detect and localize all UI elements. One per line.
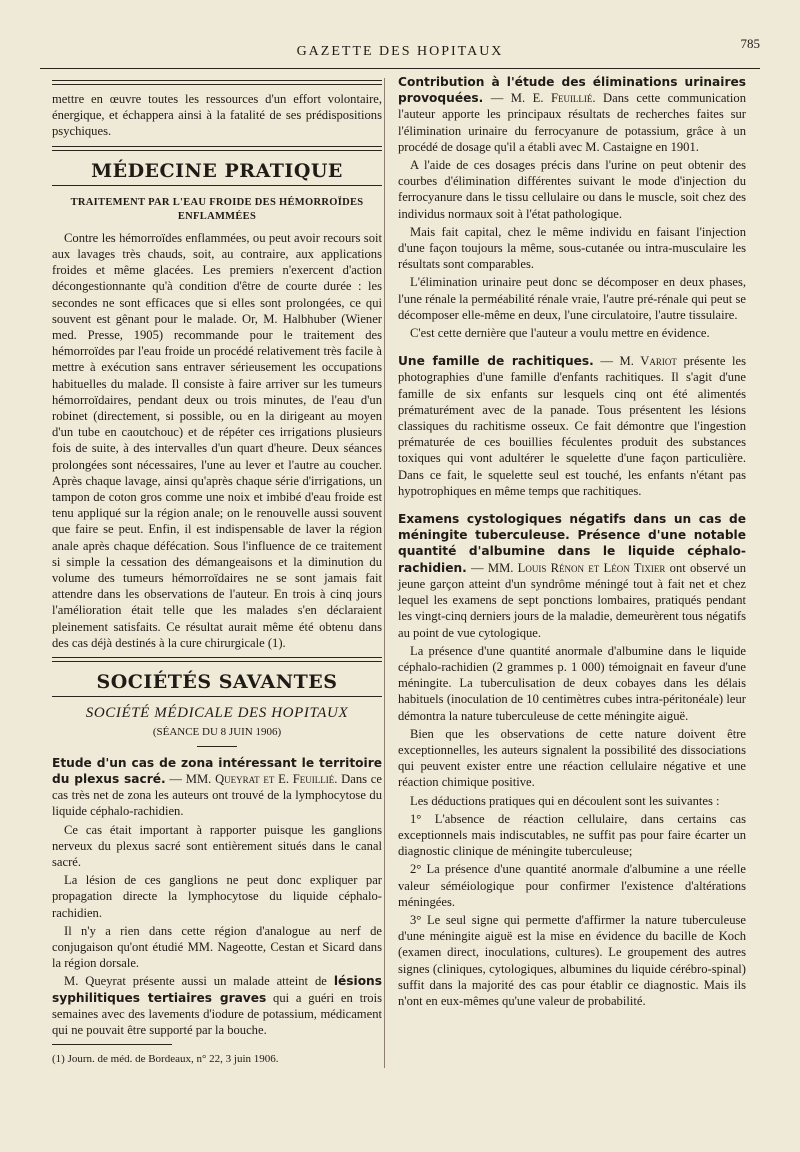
right-column bbox=[398, 74, 746, 1011]
article-paragraph: Contre les hémorroïdes enflammées, ou peut avoir recours soit aux lavages très chauds, soit, au contraire, aux applications froides et même glacées. Les premiers n'exercent d'action décongestionnante qu'à condition d'être de courte durée : les secondes ne sont efficaces que si elles sont prolongées, ce qui souvent est gênant pour le malade. Or, M. Halbhuber (Wiener med. Presse, 1905) recommande pour le traitement des hémorroïdes par l'eau froide un procédé relativement très facile à mettre à exécution sans entraver sérieusement les occupations habituelles du malade. Il consiste à faire arriver sur les tumeurs hémorroïdaires, pendant deux ou trois minutes, de l'eau d'un robinet (directement, si possible, ou en la dirigeant au moyen d'un tube en caoutchouc) et de répéter ces irrigations plusieurs fois de suite, à des intervalles d'un quart d'heure. Deux séances prolongées sont nécessaires, l'une au lever et l'autre au coucher. Après chaque lavage, ainsi qu'après chaque série d'irrigations, un tampon de coton gros comme une noix et imbibé d'eau froide est tenu appliqué sur la région anale; on le renouvelle aussi souvent que faire se peut. Enfin, il est indispensable de laver la région anale après chaque défécation. Sous l'influence de ce traitement si simple la cessation des démangeaisons et la diminution du volume des tumeurs hémorroïdaires ne se sont jamais fait attendre dans les observations de l'auteur. En trois à cinq jours l'amélioration était telle que les malades s'en déclaraient pleinement satisfaits. Ce résultat aurait même été obtenu dans des cas déjà destinés à la cure chirurgicale (1). bbox=[52, 230, 382, 650]
article-title: Contribution à l'étude des éliminations urinaires provoquées. bbox=[398, 75, 746, 106]
rule bbox=[52, 146, 382, 151]
article-paragraph: Il n'y a rien dans cette région d'analogue au nerf de conjugaison qu'ont étudié MM. Nageotte, Cestan et Sicard dans la région dorsale. bbox=[52, 923, 382, 971]
footnote-rule bbox=[52, 1044, 172, 1045]
article-text: Dans cette communication l'auteur apporte les principaux résultats de recherches faites sur l'élimination urinaire du ferrocyanure de potassium, grâce à un procédé de dosage qu'il a établi avec M. Castaigne en 1901. bbox=[398, 91, 746, 154]
article-paragraph: C'est cette dernière que l'auteur a voulu mettre en évidence. bbox=[410, 326, 710, 341]
article-meningite bbox=[398, 511, 746, 641]
article-text: Dans ce cas très net de zona les auteurs ont trouvé de la lymphocytose du liquide céphalo-rachidien. bbox=[52, 771, 382, 819]
article-authors: — M. E. Feuillié. bbox=[483, 91, 596, 106]
article-zona bbox=[52, 755, 382, 820]
article-paragraph: Ce cas était important à rapporter puisque les ganglions nerveux du plexus sacré sont entièrement situés dans le canal sacré. bbox=[52, 822, 382, 869]
rule bbox=[52, 657, 382, 662]
article-title: Examens cystologiques négatifs dans un cas de méningite tuberculeuse. Présence d'une notable quantité d'albumine dans le liquide céphalo-rachidien. bbox=[398, 512, 746, 575]
article-rachitiques bbox=[398, 353, 746, 499]
running-title: GAZETTE DES HOPITAUX bbox=[296, 44, 504, 59]
article-paragraph: L'élimination urinaire peut donc se décomposer en deux phases, l'une rénale la perméabilité rénale vraie, l'autre pré-rénale qui peut se décomposer elle-même en deux, l'une circulatoire, l'autre tissulaire. bbox=[398, 275, 746, 322]
page-number: 785 bbox=[740, 36, 760, 51]
session-date: (SÉANCE DU 8 JUIN 1906) bbox=[152, 725, 282, 738]
short-rule bbox=[197, 746, 237, 747]
article-emphasis: lésions syphilitiques tertiaires graves bbox=[52, 974, 382, 1005]
intro-paragraph: mettre en œuvre toutes les ressources d'un effort volontaire, énergique, et échappera ainsi à la fatalité de ses prédispositions psychiques. bbox=[52, 92, 382, 139]
article-paragraph: 1° L'absence de réaction cellulaire, dans certains cas exceptionnels mais indiscutables, ne suffit pas pour faire écarter un diagnostic clinique de méningite tuberculeuse; bbox=[398, 811, 746, 859]
rule bbox=[52, 696, 382, 697]
article-text: qui a guéri en trois semaines avec des lavements d'iodure de potassium, médicament qui ne pouvait être supporté par la bouche. bbox=[52, 990, 382, 1037]
article-text: M. Queyrat présente aussi un malade atteint de bbox=[64, 974, 334, 989]
article-title: Une famille de rachitiques. bbox=[398, 354, 594, 369]
article-paragraph: Mais fait capital, chez le même individu en faisant l'injection d'une façon toujours la même, sous-cutanée ou intra-musculaire les résultats sont comparables. bbox=[398, 224, 746, 272]
article-paragraph: Les déductions pratiques qui en découlent sont les suivantes : bbox=[410, 793, 720, 808]
article-authors: — M. Variot bbox=[593, 354, 677, 369]
article-title: Etude d'un cas de zona intéressant le territoire du plexus sacré. bbox=[52, 755, 382, 786]
article-text: ont observé un jeune garçon atteint d'un syndrôme méningé tout à fait net et chez lequel les examens de sept ponctions lombaires, pratiqués pendant les vingt-cinq derniers jours de la maladie, demeurèrent tous négatifs au point de vue cytologique. bbox=[398, 560, 746, 640]
rule bbox=[52, 80, 382, 85]
article-paragraph: La lésion de ces ganglions ne peut donc expliquer par propagation directe la lymphocytose du liquide céphalo-rachidien. bbox=[52, 873, 382, 920]
column-divider bbox=[384, 78, 385, 1068]
rule bbox=[52, 185, 382, 186]
section-title-medecine: MÉDECINE PRATIQUE bbox=[91, 159, 343, 182]
page-header bbox=[40, 36, 760, 69]
article-paragraph: 2° La présence d'une quantité anormale d'albumine a une réelle valeur séméiologique pour confirmer l'existence d'altérations méningées. bbox=[398, 862, 746, 909]
article-authors: — MM. Queyrat et E. Feuillié. bbox=[165, 771, 338, 786]
article-authors: — MM. Louis Rénon et Léon Tixier bbox=[466, 560, 666, 575]
article-paragraph: La présence d'une quantité anormale d'albumine dans le liquide céphalo-rachidien (2 grammes p. 1 000) témoignait en faveur d'une méningite. La tuberculisation de deux cobayes dans les délais habituels (inoculation de 10 centimètres cubes intra-péritonéale) leur démontra la nature tuberculeuse de cette méningite aiguë. bbox=[398, 643, 746, 723]
article-paragraph: A l'aide de ces dosages précis dans l'urine on peut obtenir des courbes d'élimination différentes suivant le mode d'injection du ferrocyanure dans le tissu cellulaire ou dans le muscle, soit chez des individus normaux soit à l'état pathologique. bbox=[398, 158, 746, 221]
footnote: (1) Journ. de méd. de Bordeaux, n° 22, 3 juin 1906. bbox=[52, 1053, 279, 1066]
society-name: SOCIÉTÉ MÉDICALE DES HOPITAUX bbox=[85, 705, 349, 722]
section-title-societes: SOCIÉTÉS SAVANTES bbox=[96, 671, 338, 694]
left-column bbox=[52, 74, 382, 1067]
article-title-hemorroides: TRAITEMENT PAR L'EAU FROIDE DES HÉMORROÏDES ENFLAMMÉES bbox=[70, 196, 364, 222]
article-paragraph: 3° Le seul signe qui permette d'affirmer la nature tuberculeuse d'une méningite aiguë est la mise en évidence du bacille de Koch (examen direct, inoculations, cultures). Le groupement des autres signes (cliniques, cytologiques, albumines du liquide cérébro-spinal) suffit dans la majorité des cas pour établir ce diagnostic. Mais ils n'ont en eux-mêmes qu'une valeur de probabilité. bbox=[398, 912, 746, 1008]
article-paragraph bbox=[52, 973, 382, 1038]
article-eliminations bbox=[398, 74, 746, 155]
article-paragraph: Bien que les observations de cette nature doivent être exceptionnelles, les auteurs signalent la possibilité des dissociations qui peuvent exister entre une réaction cellulaire négative et une réaction chimique positive. bbox=[398, 726, 746, 790]
article-text: présente les photographies d'une famille d'enfants rachitiques. Il s'agit d'une famille de six enfants sur lesquels cinq ont été alimentés prématurément avec de la panade. Tous présentent les lésions classiques du rachitisme osseux. Ce fait démontre que l'ingestion prématurée de ces bouillies féculentes produit des substances toxiques qui vont adultérer le squelette d'une façon particulière. Dans ce fait, le squelette seul est touché, les enfants n'étant pas hypotrophiques en même temps que rachitiques. bbox=[398, 354, 747, 498]
